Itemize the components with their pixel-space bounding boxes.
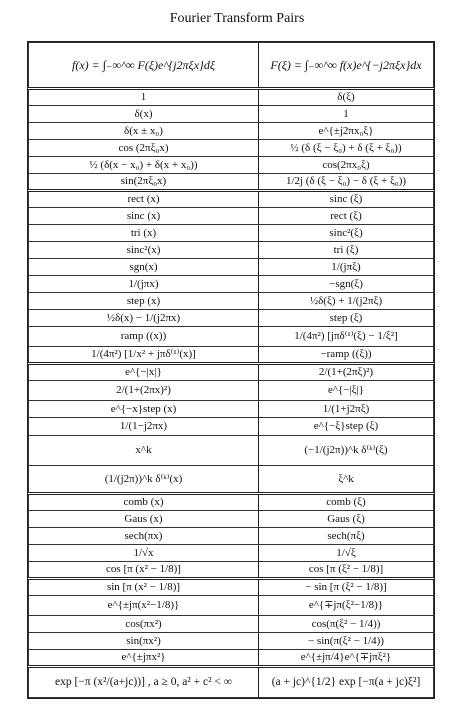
spatial-function-cell: 1/√x <box>29 545 259 562</box>
header-frequency-domain: F(ξ) = ∫₋∞^∞ f(x)e^{−j2πξx}dx <box>259 43 434 89</box>
transform-cell: δ(ξ) <box>259 89 434 106</box>
table-row <box>29 364 434 381</box>
spatial-function-cell: sin [π (x² − 1/8)] <box>29 579 259 596</box>
transform-cell: step (ξ) <box>259 310 434 327</box>
table-row <box>29 174 434 191</box>
transform-cell: cos(2πx₀ξ) <box>259 157 434 174</box>
table-row <box>29 528 434 545</box>
transform-cell: (−1/(j2π))^k δ⁽ᵏ⁾(ξ) <box>259 436 434 466</box>
table-row <box>29 347 434 364</box>
spatial-function-cell: comb (x) <box>29 494 259 511</box>
table-row <box>29 208 434 225</box>
transform-cell: ξ^k <box>259 466 434 494</box>
table-row <box>29 123 434 140</box>
transform-cell: e^{∓jπ(ξ²−1/8)} <box>259 596 434 616</box>
table-row <box>29 650 434 667</box>
transform-cell: −ramp ((ξ)) <box>259 347 434 364</box>
transform-cell: cos(π(ξ² − 1/4)) <box>259 616 434 633</box>
transform-cell: − sin [π (ξ² − 1/8)] <box>259 579 434 596</box>
spatial-function-cell: sin(πx²) <box>29 633 259 650</box>
transform-cell: ½δ(ξ) + 1/(j2πξ) <box>259 293 434 310</box>
transform-cell: comb (ξ) <box>259 494 434 511</box>
table-row <box>29 418 434 436</box>
table-row <box>29 667 434 698</box>
transform-cell: − sin(π(ξ² − 1/4)) <box>259 633 434 650</box>
transform-cell: e^{±jπ/4}e^{∓jπξ²} <box>259 650 434 667</box>
spatial-function-cell: tri (x) <box>29 225 259 242</box>
spatial-function-cell: cos (2πξ₀x) <box>29 140 259 157</box>
transform-cell: tri (ξ) <box>259 242 434 259</box>
spatial-function-cell: e^{−x}step (x) <box>29 401 259 418</box>
spatial-function-cell: Gaus (x) <box>29 511 259 528</box>
table-row <box>29 494 434 511</box>
transform-cell: 1/(1+j2πξ) <box>259 401 434 418</box>
table-row <box>29 562 434 579</box>
spatial-function-cell: e^{−|x|} <box>29 364 259 381</box>
table-row <box>29 511 434 528</box>
table-row <box>29 466 434 494</box>
transform-cell: 2/(1+(2πξ)²) <box>259 364 434 381</box>
table-row <box>29 401 434 418</box>
header-spatial-domain: f(x) = ∫₋∞^∞ F(ξ)e^{j2πξx}dξ <box>29 43 259 89</box>
transform-cell: sinc (ξ) <box>259 191 434 208</box>
table-row <box>29 596 434 616</box>
transform-cell: 1/(jπξ) <box>259 259 434 276</box>
transform-cell: cos [π (ξ² − 1/8)] <box>259 562 434 579</box>
spatial-function-cell: cos [π (x² − 1/8)] <box>29 562 259 579</box>
table-row <box>29 327 434 347</box>
spatial-function-cell: ½δ(x) − 1/(j2πx) <box>29 310 259 327</box>
spatial-function-cell: step (x) <box>29 293 259 310</box>
spatial-function-cell: 2/(1+(2πx)²) <box>29 381 259 401</box>
transform-cell: ½ (δ (ξ − ξ₀) + δ (ξ + ξ₀)) <box>259 140 434 157</box>
spatial-function-cell: cos(πx²) <box>29 616 259 633</box>
transform-cell: rect (ξ) <box>259 208 434 225</box>
spatial-function-cell: sinc²(x) <box>29 242 259 259</box>
transform-cell: sech(πξ) <box>259 528 434 545</box>
spatial-function-cell: exp [−π (x²/(a+jc))] , a ≥ 0, a² + c² < ∞ <box>29 667 259 698</box>
spatial-function-cell: 1/(1−j2πx) <box>29 418 259 436</box>
header-row <box>29 43 434 89</box>
transform-cell: Gaus (ξ) <box>259 511 434 528</box>
transform-cell: −sgn(ξ) <box>259 276 434 293</box>
spatial-function-cell: (1/(j2π))^k δ⁽ᵏ⁾(x) <box>29 466 259 494</box>
spatial-function-cell: e^{±jπx²} <box>29 650 259 667</box>
spatial-function-cell: sgn(x) <box>29 259 259 276</box>
table-row <box>29 191 434 208</box>
transform-cell: e^{±j2πx₀ξ} <box>259 123 434 140</box>
table-row <box>29 545 434 562</box>
table-row <box>29 225 434 242</box>
spatial-function-cell: 1/(4π²) [1/x² + jπδ⁽¹⁾(x)] <box>29 347 259 364</box>
transform-cell: 1 <box>259 106 434 123</box>
spatial-function-cell: sech(πx) <box>29 528 259 545</box>
table-row <box>29 259 434 276</box>
spatial-function-cell: 1/(jπx) <box>29 276 259 293</box>
spatial-function-cell: x^k <box>29 436 259 466</box>
table-row <box>29 579 434 596</box>
table-row <box>29 381 434 401</box>
spatial-function-cell: rect (x) <box>29 191 259 208</box>
page-title: Fourier Transform Pairs <box>169 11 305 26</box>
transform-cell: e^{−|ξ|} <box>259 381 434 401</box>
spatial-function-cell: ½ (δ(x − x₀) + δ(x + x₀)) <box>29 157 259 174</box>
table-row <box>29 242 434 259</box>
transform-cell: 1/2j (δ (ξ − ξ₀) − δ (ξ + ξ₀)) <box>259 174 434 191</box>
table-row <box>29 616 434 633</box>
spatial-function-cell: sinc (x) <box>29 208 259 225</box>
fourier-transform-table <box>28 42 434 698</box>
transform-cell: 1/(4π²) [jπδ⁽¹⁾(ξ) − 1/ξ²] <box>259 327 434 347</box>
table-row <box>29 157 434 174</box>
table-row <box>29 276 434 293</box>
transform-cell: e^{−ξ}step (ξ) <box>259 418 434 436</box>
table-row <box>29 140 434 157</box>
table-body <box>29 43 434 698</box>
table-row <box>29 633 434 650</box>
spatial-function-cell: e^{±jπ(x²−1/8)} <box>29 596 259 616</box>
table-row <box>29 106 434 123</box>
table-row <box>29 89 434 106</box>
spatial-function-cell: sin(2πξ₀x) <box>29 174 259 191</box>
spatial-function-cell: 1 <box>29 89 259 106</box>
transform-cell: (a + jc)^{1/2} exp [−π(a + jc)ξ²] <box>259 667 434 698</box>
transform-cell: 1/√ξ <box>259 545 434 562</box>
transform-cell: sinc²(ξ) <box>259 225 434 242</box>
spatial-function-cell: δ(x ± x₀) <box>29 123 259 140</box>
table-row <box>29 293 434 310</box>
table-row <box>29 436 434 466</box>
spatial-function-cell: ramp ((x)) <box>29 327 259 347</box>
spatial-function-cell: δ(x) <box>29 106 259 123</box>
table-row <box>29 310 434 327</box>
transform-table-frame <box>27 41 435 699</box>
